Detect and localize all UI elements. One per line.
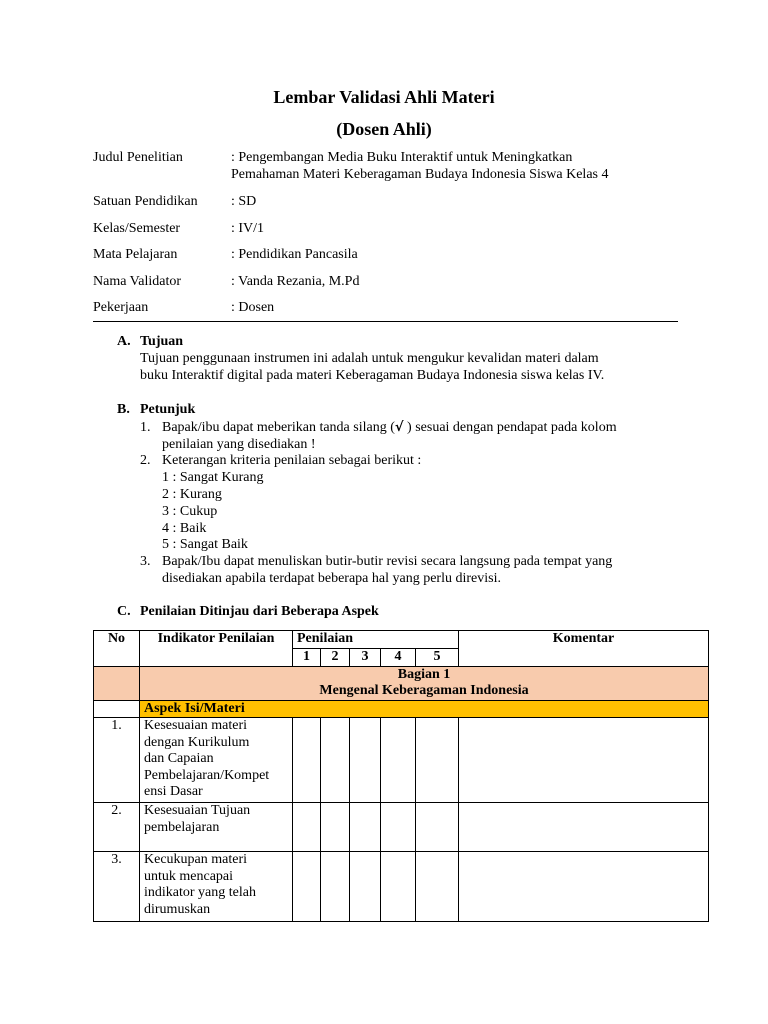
- instruction-2-number: 2.: [140, 453, 151, 468]
- info-value-kelas: : IV/1: [231, 221, 265, 236]
- bagian-no-cell: [94, 666, 140, 700]
- bagian-title-cell: [140, 666, 709, 700]
- page-subtitle: (Dosen Ahli): [336, 119, 432, 139]
- scale-5: 5: [416, 649, 459, 667]
- table-row: [94, 852, 709, 922]
- instruction-1-pre: Bapak/ibu dapat meberikan tanda silang (: [162, 420, 395, 435]
- scale-4: 4: [381, 649, 416, 667]
- bagian-subtitle: Mengenal Keberagaman Indonesia: [319, 683, 529, 698]
- indikator-line: pembelajaran: [144, 819, 220, 835]
- comment-cell[interactable]: [459, 718, 709, 803]
- score-cell-2[interactable]: [321, 803, 350, 852]
- indikator-line: Kesesuaian Tujuan: [144, 803, 251, 818]
- indikator-line: dengan Kurikulum: [144, 734, 250, 750]
- score-cell-5[interactable]: [416, 852, 459, 922]
- indikator-line: Pembelajaran/Kompet: [144, 767, 270, 783]
- instruction-2-line1: Keterangan kriteria penilaian sebagai berikut :: [162, 453, 422, 468]
- aspek-label: Aspek Isi/Materi: [140, 700, 709, 718]
- instruction-3-line2: disediakan apabila terdapat beberapa hal yang perlu direvisi.: [162, 571, 501, 586]
- table-row: [94, 718, 709, 803]
- checkmark-icon: √: [394, 420, 404, 435]
- section-c-letter: C.: [117, 604, 131, 619]
- score-cell-1[interactable]: [293, 718, 321, 803]
- header-no: No: [94, 631, 140, 667]
- scale-3: 3: [350, 649, 381, 667]
- info-value-judul-line2: Pemahaman Materi Keberagaman Budaya Indonesia Siswa Kelas 4: [231, 167, 609, 182]
- score-cell-4[interactable]: [381, 718, 416, 803]
- assessment-table: [93, 630, 709, 922]
- scale-2: 2: [321, 649, 350, 667]
- info-value-mapel: : Pendidikan Pancasila: [231, 247, 358, 262]
- row-number: 1.: [94, 718, 140, 803]
- indikator-line: Kecukupan materi: [144, 852, 248, 867]
- score-cell-2[interactable]: [321, 852, 350, 922]
- score-cell-1[interactable]: [293, 803, 321, 852]
- row-indikator: [140, 803, 293, 852]
- header-komentar: Komentar: [459, 631, 709, 667]
- section-b-heading: Petunjuk: [140, 402, 196, 417]
- indikator-line: untuk mencapai: [144, 868, 234, 884]
- instruction-1-post: ) sesuai dengan pendapat pada kolom: [403, 420, 617, 435]
- section-a-letter: A.: [117, 334, 131, 349]
- info-label-satuan: Satuan Pendidikan: [93, 194, 198, 209]
- section-a-text-line1: Tujuan penggunaan instrumen ini adalah untuk mengukur kevalidan materi dalam: [140, 351, 599, 366]
- info-value-pekerjaan: : Dosen: [231, 300, 275, 315]
- score-cell-4[interactable]: [381, 803, 416, 852]
- info-label-judul: Judul Penelitian: [93, 150, 183, 165]
- score-cell-3[interactable]: [350, 718, 381, 803]
- info-label-pekerjaan: Pekerjaan: [93, 300, 149, 315]
- criteria-item: 4 : Baik: [162, 521, 207, 536]
- instruction-3-line1: Bapak/Ibu dapat menuliskan butir-butir revisi secara langsung pada tempat yang: [162, 554, 613, 569]
- row-indikator: [140, 852, 293, 922]
- instruction-1-line2: penilaian yang disediakan !: [162, 437, 316, 452]
- indikator-line: ensi Dasar: [144, 784, 203, 799]
- indikator-line: dirumuskan: [144, 901, 211, 917]
- info-label-mapel: Mata Pelajaran: [93, 247, 178, 262]
- row-indikator: [140, 718, 293, 803]
- instruction-3-number: 3.: [140, 554, 151, 569]
- score-cell-4[interactable]: [381, 852, 416, 922]
- info-value-satuan: : SD: [231, 194, 257, 209]
- criteria-item: 5 : Sangat Baik: [162, 537, 248, 552]
- aspek-no-cell: [94, 700, 140, 718]
- header-penilaian: Penilaian: [293, 631, 459, 649]
- info-label-validator: Nama Validator: [93, 274, 181, 289]
- section-a-heading: Tujuan: [140, 334, 184, 349]
- indikator-line: Kesesuaian materi: [144, 718, 248, 733]
- score-cell-5[interactable]: [416, 803, 459, 852]
- info-value-validator: : Vanda Rezania, M.Pd: [231, 274, 360, 289]
- section-a-text-line2: buku Interaktif digital pada materi Keberagaman Budaya Indonesia siswa kelas IV.: [140, 368, 605, 383]
- table-header-row: [94, 631, 709, 649]
- comment-cell[interactable]: [459, 852, 709, 922]
- row-number: 2.: [94, 803, 140, 852]
- section-b-letter: B.: [117, 402, 130, 417]
- score-cell-5[interactable]: [416, 718, 459, 803]
- score-cell-3[interactable]: [350, 803, 381, 852]
- bagian-title: Bagian 1: [397, 666, 451, 682]
- info-value-judul-line1: : Pengembangan Media Buku Interaktif untuk Meningkatkan: [231, 150, 573, 165]
- score-cell-1[interactable]: [293, 852, 321, 922]
- info-label-kelas: Kelas/Semester: [93, 221, 181, 236]
- criteria-item: 2 : Kurang: [162, 487, 222, 502]
- comment-cell[interactable]: [459, 803, 709, 852]
- section-c-heading: Penilaian Ditinjau dari Beberapa Aspek: [140, 604, 379, 619]
- page-title: Lembar Validasi Ahli Materi: [273, 87, 495, 107]
- instruction-1-line1: [162, 419, 682, 436]
- criteria-item: 1 : Sangat Kurang: [162, 470, 264, 485]
- score-cell-2[interactable]: [321, 718, 350, 803]
- scale-1: 1: [293, 649, 321, 667]
- table-row: [94, 803, 709, 852]
- indikator-line: dan Capaian: [144, 751, 214, 766]
- horizontal-rule: [93, 321, 678, 322]
- aspek-row: [94, 700, 709, 718]
- criteria-item: 3 : Cukup: [162, 504, 218, 519]
- score-cell-3[interactable]: [350, 852, 381, 922]
- header-indikator: Indikator Penilaian: [140, 631, 293, 667]
- indikator-line: indikator yang telah: [144, 885, 256, 900]
- instruction-1-number: 1.: [140, 420, 151, 435]
- row-number: 3.: [94, 852, 140, 922]
- bagian-row: [94, 666, 709, 700]
